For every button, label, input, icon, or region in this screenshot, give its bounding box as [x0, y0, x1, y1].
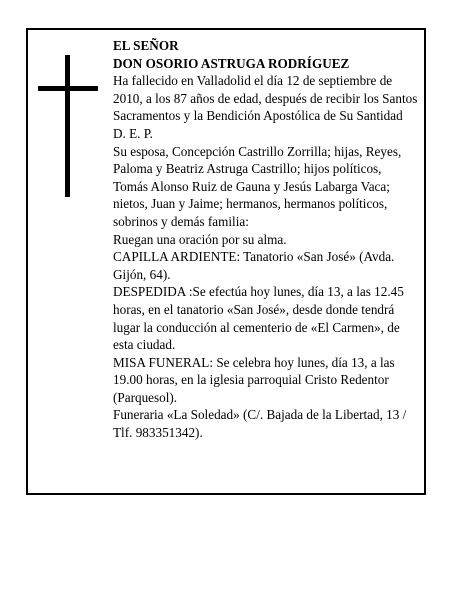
family-list: Su esposa, Concepción Castrillo Zorrilla; hijas, Reyes, Paloma y Beatriz Astruga Castrillo; hijos políticos, Tomás Alonso Ruiz de Gauna y Jesús Labarga Vaca; nietos, Juan y Jaime; hermanos, hermanos políticos, sobrinos y demás familia:: [113, 143, 402, 229]
prayer-request: Ruegan una oración por su alma.: [113, 231, 287, 247]
cross-vertical-bar: [65, 55, 70, 197]
cross-horizontal-bar: [38, 86, 98, 91]
funeral-home-info: Funeraria «La Soledad» (C/. Bajada de la Libertad, 13 / Tlf. 983351342).: [113, 407, 407, 441]
obituary-title-name: DON OSORIO ASTRUGA RODRÍGUEZ: [113, 55, 350, 71]
latin-cross-icon: [38, 55, 98, 197]
dep-line: D. E. P.: [113, 125, 153, 141]
obituary-text: [113, 37, 419, 442]
funeral-mass-info: MISA FUNERAL: Se celebra hoy lunes, día 13, a las 19.00 horas, en la iglesia parroquial Cristo Redentor (Parquesol).: [113, 354, 395, 405]
obituary-title-line1: EL SEÑOR: [113, 38, 179, 53]
death-announcement: Ha fallecido en Valladolid el día 12 de septiembre de 2010, a los 87 años de edad, después de recibir los Santos Sacramentos y la Bendición Apostólica de Su Santidad: [113, 73, 418, 124]
farewell-info: DESPEDIDA :Se efectúa hoy lunes, día 13, a las 12.45 horas, en el tanatorio «San José», desde donde tendrá lugar la conducción al cementerio de «El Carmen», de esta ciudad.: [113, 284, 404, 353]
chapel-info: CAPILLA ARDIENTE: Tanatorio «San José» (Avda. Gijón, 64).: [113, 249, 395, 282]
